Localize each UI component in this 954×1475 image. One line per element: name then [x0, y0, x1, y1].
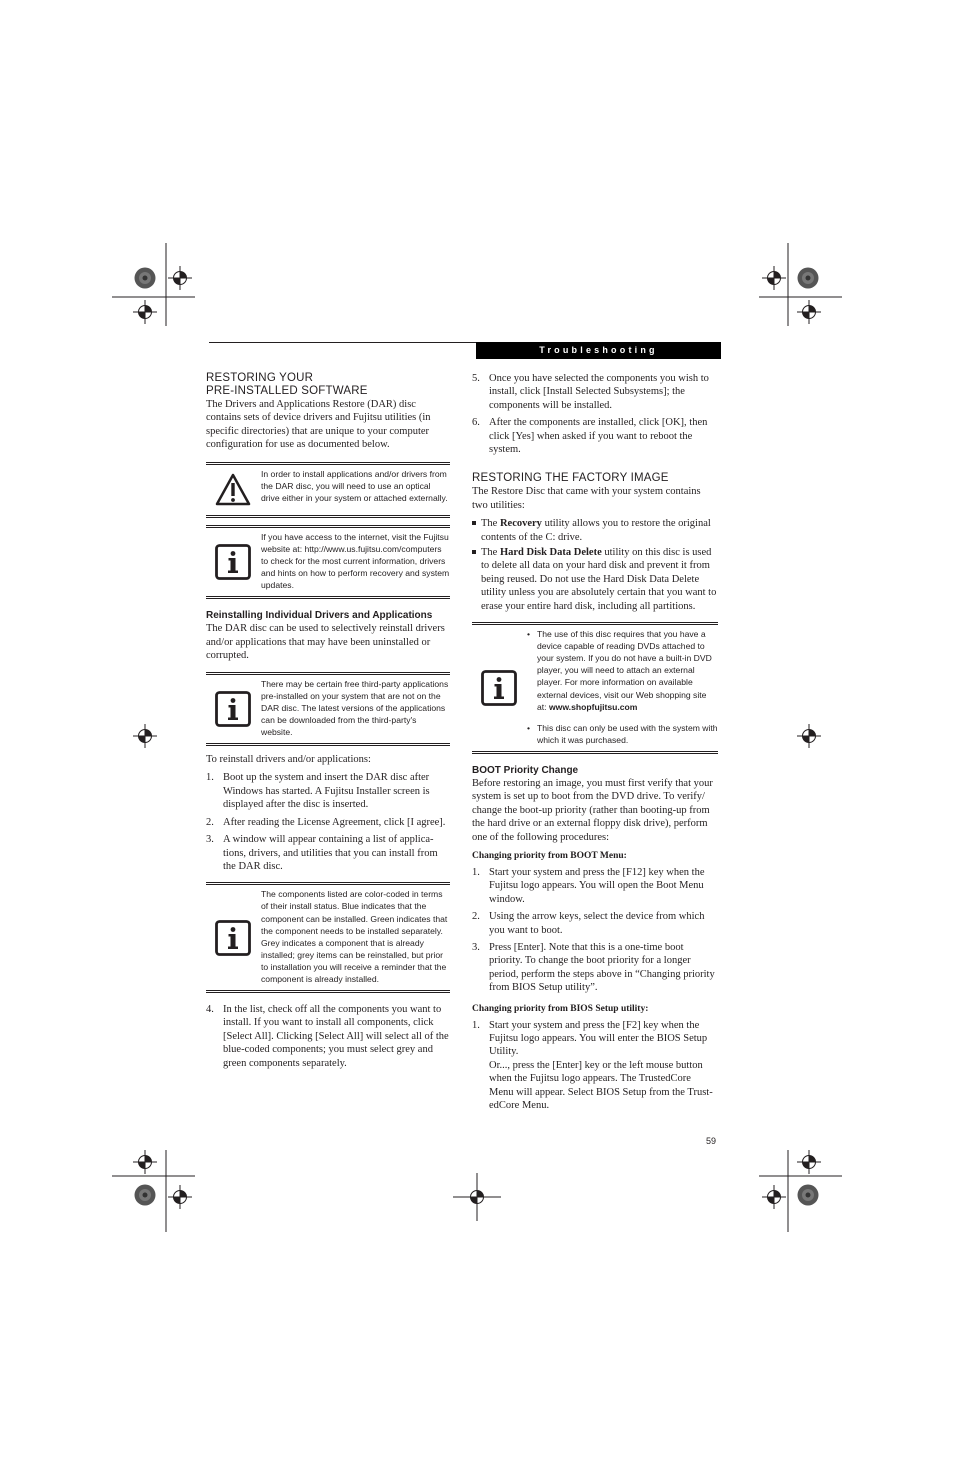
color-calibration-circle-icon: [134, 267, 156, 289]
bullet-list: [472, 517, 718, 613]
registration-target-icon: [133, 1150, 157, 1174]
list-item: 2. Using the arrow keys, select the device from which you want to boot.: [472, 911, 705, 936]
steps-list: [472, 372, 718, 456]
registration-target-icon: [797, 300, 821, 324]
procedure-title: Changing priority from BOOT Menu:: [472, 850, 627, 861]
list-item: 3. A window will appear containing a list of applica-tions, drivers, and utilities that you can install from the DAR disc.: [206, 834, 438, 872]
list-item: 6. After the components are installed, click [OK], then click [Yes] when asked if you want to reboot the system.: [472, 417, 708, 456]
list-item: 5. Once you have selected the components you wish to install, click [Install Selected Subsystems]; the components will be installed.: [472, 373, 709, 411]
list-item: • The use of this disc requires that you have a device capable of reading DVDs attached to your system. If you do not have a built-in DVD player, you will need to attach an external player. For more information on available external devices, visit our Web shopping site at: www.shopfujitsu.com: [527, 628, 718, 713]
registration-target-icon: [762, 266, 786, 290]
info-icon: [215, 691, 251, 727]
section-header: Troubleshooting: [476, 342, 721, 359]
steps-list: [206, 771, 450, 873]
list-item: 4. In the list, check off all the components you want to install. If you want to install all components, click [Select All]. Clicking [Select All] will select all of the blue-coded components; you must select grey and green components separately.: [206, 1004, 449, 1069]
registration-target-icon: [133, 300, 157, 324]
caution-note: [206, 462, 450, 518]
section-title: [206, 372, 450, 398]
registration-target-icon: [168, 266, 192, 290]
registration-target-icon: [797, 1150, 821, 1174]
list-item: 3. Press [Enter]. Note that this is a one-time boot priority. To change the boot priority for a longer period, perform the steps above in “Changing priority from BIOS Setup utility”.: [472, 942, 715, 994]
list-item: The Recovery utility allows you to restore the original contents of the C: drive.: [472, 517, 718, 544]
registration-target-icon: [797, 724, 821, 748]
registration-target-icon: [168, 1185, 192, 1209]
section-title: RESTORING THE FACTORY IMAGE: [472, 472, 669, 485]
note-text: [527, 625, 718, 751]
subsection-title: BOOT Priority Change: [472, 764, 579, 776]
subsection-title: Reinstalling Individual Drivers and Applications: [206, 610, 433, 622]
info-icon: [481, 670, 517, 706]
list-item: 1. Boot up the system and insert the DAR disc after Windows has started. A Fujitsu Installer screen is displayed after the disc is inserted.: [206, 772, 430, 811]
color-calibration-circle-icon: [797, 1184, 819, 1206]
list-item: 1. Start your system and press the [F12] key when the Fujitsu logo appears. You will open the Boot Menu window.: [472, 866, 705, 905]
steps-list: [472, 866, 718, 995]
right-column: [472, 372, 718, 1112]
color-calibration-circle-icon: [134, 1184, 156, 1206]
registration-target-icon: [762, 1185, 786, 1209]
color-calibration-circle-icon: [797, 267, 819, 289]
paragraph: Before restoring an image, you must first verify that your system is set up to boot from the DVD drive. To verify/ change the boot-up priority (rather than booting-up from the hard drive or an external floppy disk drive), perform one of the following procedures:: [472, 777, 713, 843]
note-text: If you have access to the internet, visit the Fujitsu website at: http://www.us.fujitsu.com/computers to check for the most current information, drivers and hints on how to perform recovery and system updates.: [261, 531, 450, 591]
title-line-1: RESTORING YOUR: [206, 372, 314, 384]
paragraph: To reinstall drivers and/or applications:: [206, 754, 371, 766]
info-icon: [215, 920, 251, 956]
paragraph: The Drivers and Applications Restore (DAR) disc contains sets of device drivers and Fujitsu utilities (in specific directories) that are unique to your computer configuration for use as documented below.: [206, 399, 431, 451]
steps-list: [472, 1019, 718, 1113]
info-icon: [215, 544, 251, 580]
procedure-title: Changing priority from BIOS Setup utility:: [472, 1003, 649, 1014]
caution-icon: [215, 472, 251, 508]
shop-link[interactable]: www.shopfujitsu.com: [548, 701, 638, 712]
list-item: The Hard Disk Data Delete utility on this disc is used to delete all data on your hard disk and prevent it from being reused. Do not use the Hard Disk Data Delete utility unless you are absolutely certain that you want to erase your entire hard disk, including all partitions.: [472, 546, 718, 613]
list-item: 1. Start your system and press the [F2] key when the Fujitsu logo appears. You will enter the BIOS Setup Utility. Or..., press the [Enter] key or the left mouse button when the Fujitsu logo appears. The TrustedCore Menu will appear. Select BIOS Setup from the Trust-edCore Menu.: [472, 1019, 713, 1112]
info-note: [206, 882, 450, 993]
info-note: [472, 622, 718, 754]
note-text: There may be certain free third-party applications pre-installed on your system that are not on the DAR disc. The latest versions of the applications can be downloaded from the third-party's website.: [261, 678, 449, 737]
title-line-2: PRE-INSTALLED SOFTWARE: [206, 385, 368, 397]
info-note: [206, 525, 450, 599]
list-item: • This disc can only be used with the system with which it was purchased.: [527, 722, 718, 746]
page-number: 59: [706, 1136, 717, 1146]
paragraph: The DAR disc can be used to selectively reinstall drivers and/or applications that may have been uninstalled or corrupted.: [206, 623, 445, 662]
list-item: 2. After reading the License Agreement, click [I agree].: [206, 816, 446, 828]
paragraph: The Restore Disc that came with your system contains two utilities:: [472, 486, 701, 511]
registration-target-icon: [133, 724, 157, 748]
registration-target-icon: [465, 1185, 489, 1209]
note-text: In order to install applications and/or drivers from the DAR disc, you will need to use an optical drive either in your system or attached externally.: [261, 468, 448, 503]
left-column: [206, 372, 450, 1070]
info-note: [206, 672, 450, 746]
note-text: The components listed are color-coded in terms of their install status. Blue indicates that the component can be installed. Green indicates that the component needs to be installed separately. Grey indicates a component that is already installed; grey items can be reinstalled, but prior to installation you will receive a reminder that the component is already installed.: [261, 889, 448, 984]
steps-list: [206, 1003, 450, 1070]
